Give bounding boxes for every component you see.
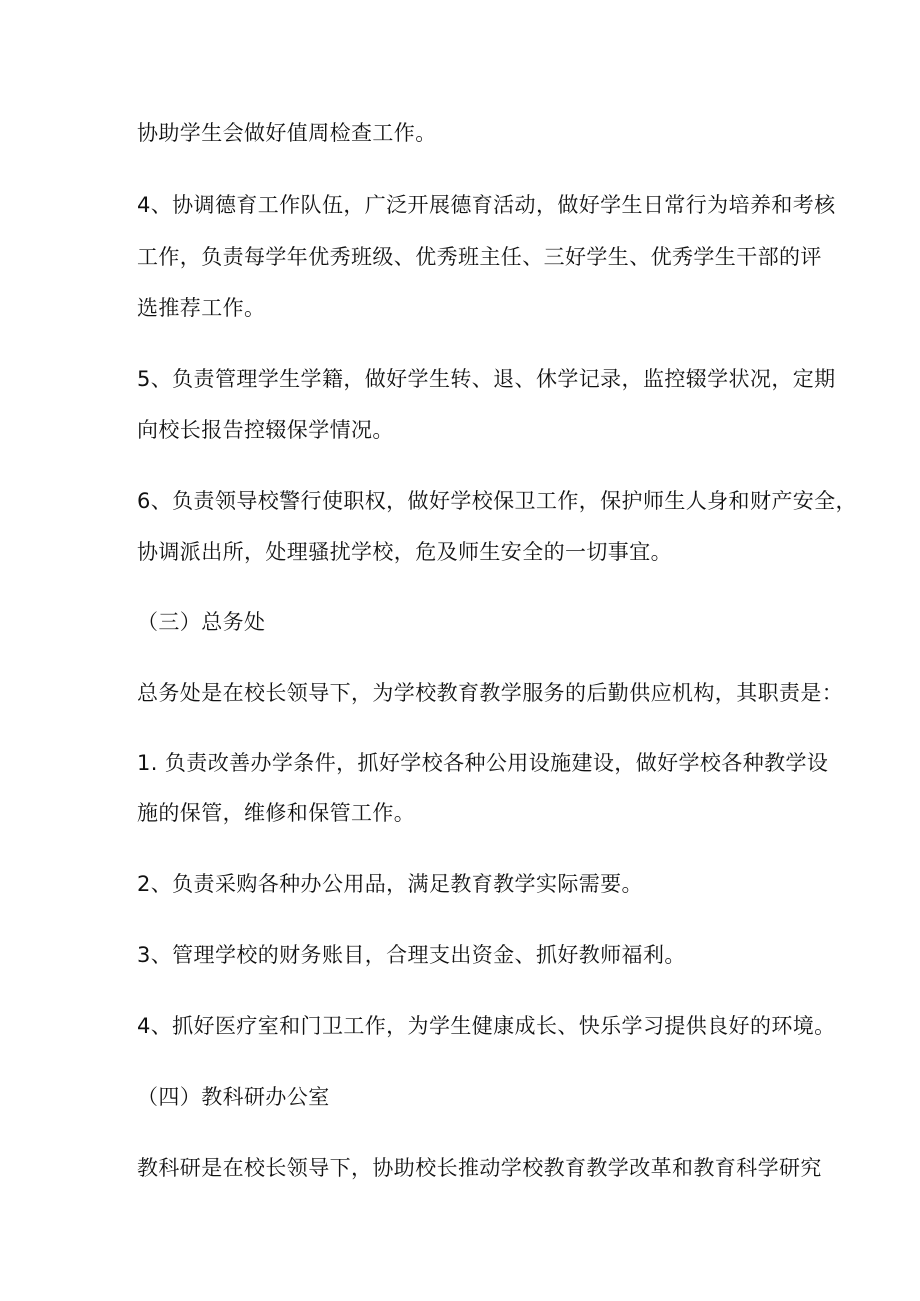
paragraph-line: 6、负责领导校警行使职权，做好学校保卫工作，保护师生人身和财产安全，	[137, 489, 857, 513]
paragraph-line: 工作，负责每学年优秀班级、优秀班主任、三好学生、优秀学生干部的评	[137, 245, 822, 269]
paragraph-line: 3、管理学校的财务账目，合理支出资金、抓好教师福利。	[137, 943, 686, 967]
paragraph-line: 2、负责采购各种办公用品，满足教育教学实际需要。	[137, 872, 643, 896]
paragraph-line: 5、负责管理学生学籍，做好学生转、退、休学记录，监控辍学状况，定期	[137, 367, 836, 391]
paragraph-line: 协助学生会做好值周检查工作。	[137, 121, 437, 145]
paragraph-line: 4、抓好医疗室和门卫工作，为学生健康成长、快乐学习提供良好的环境。	[137, 1014, 836, 1038]
paragraph-line: 4、协调德育工作队伍，广泛开展德育活动，做好学生日常行为培养和考核	[137, 193, 836, 217]
paragraph-line: 教科研是在校长领导下，协助校长推动学校教育教学改革和教育科学研究	[137, 1156, 822, 1180]
paragraph-line: 向校长报告控辍保学情况。	[137, 418, 394, 442]
paragraph-line: 总务处是在校长领导下，为学校教育教学服务的后勤供应机构，其职责是：	[137, 681, 844, 705]
paragraph-line: 1. 负责改善办学条件，抓好学校各种公用设施建设，做好学校各种教学设	[137, 751, 829, 775]
paragraph-line: 施的保管，维修和保管工作。	[137, 801, 416, 825]
section-heading: （四）教科研办公室	[137, 1085, 330, 1109]
section-heading: （三）总务处	[137, 610, 266, 634]
paragraph-line: 协调派出所，处理骚扰学校，危及师生安全的一切事宜。	[137, 540, 672, 564]
paragraph-line: 选推荐工作。	[137, 296, 266, 320]
